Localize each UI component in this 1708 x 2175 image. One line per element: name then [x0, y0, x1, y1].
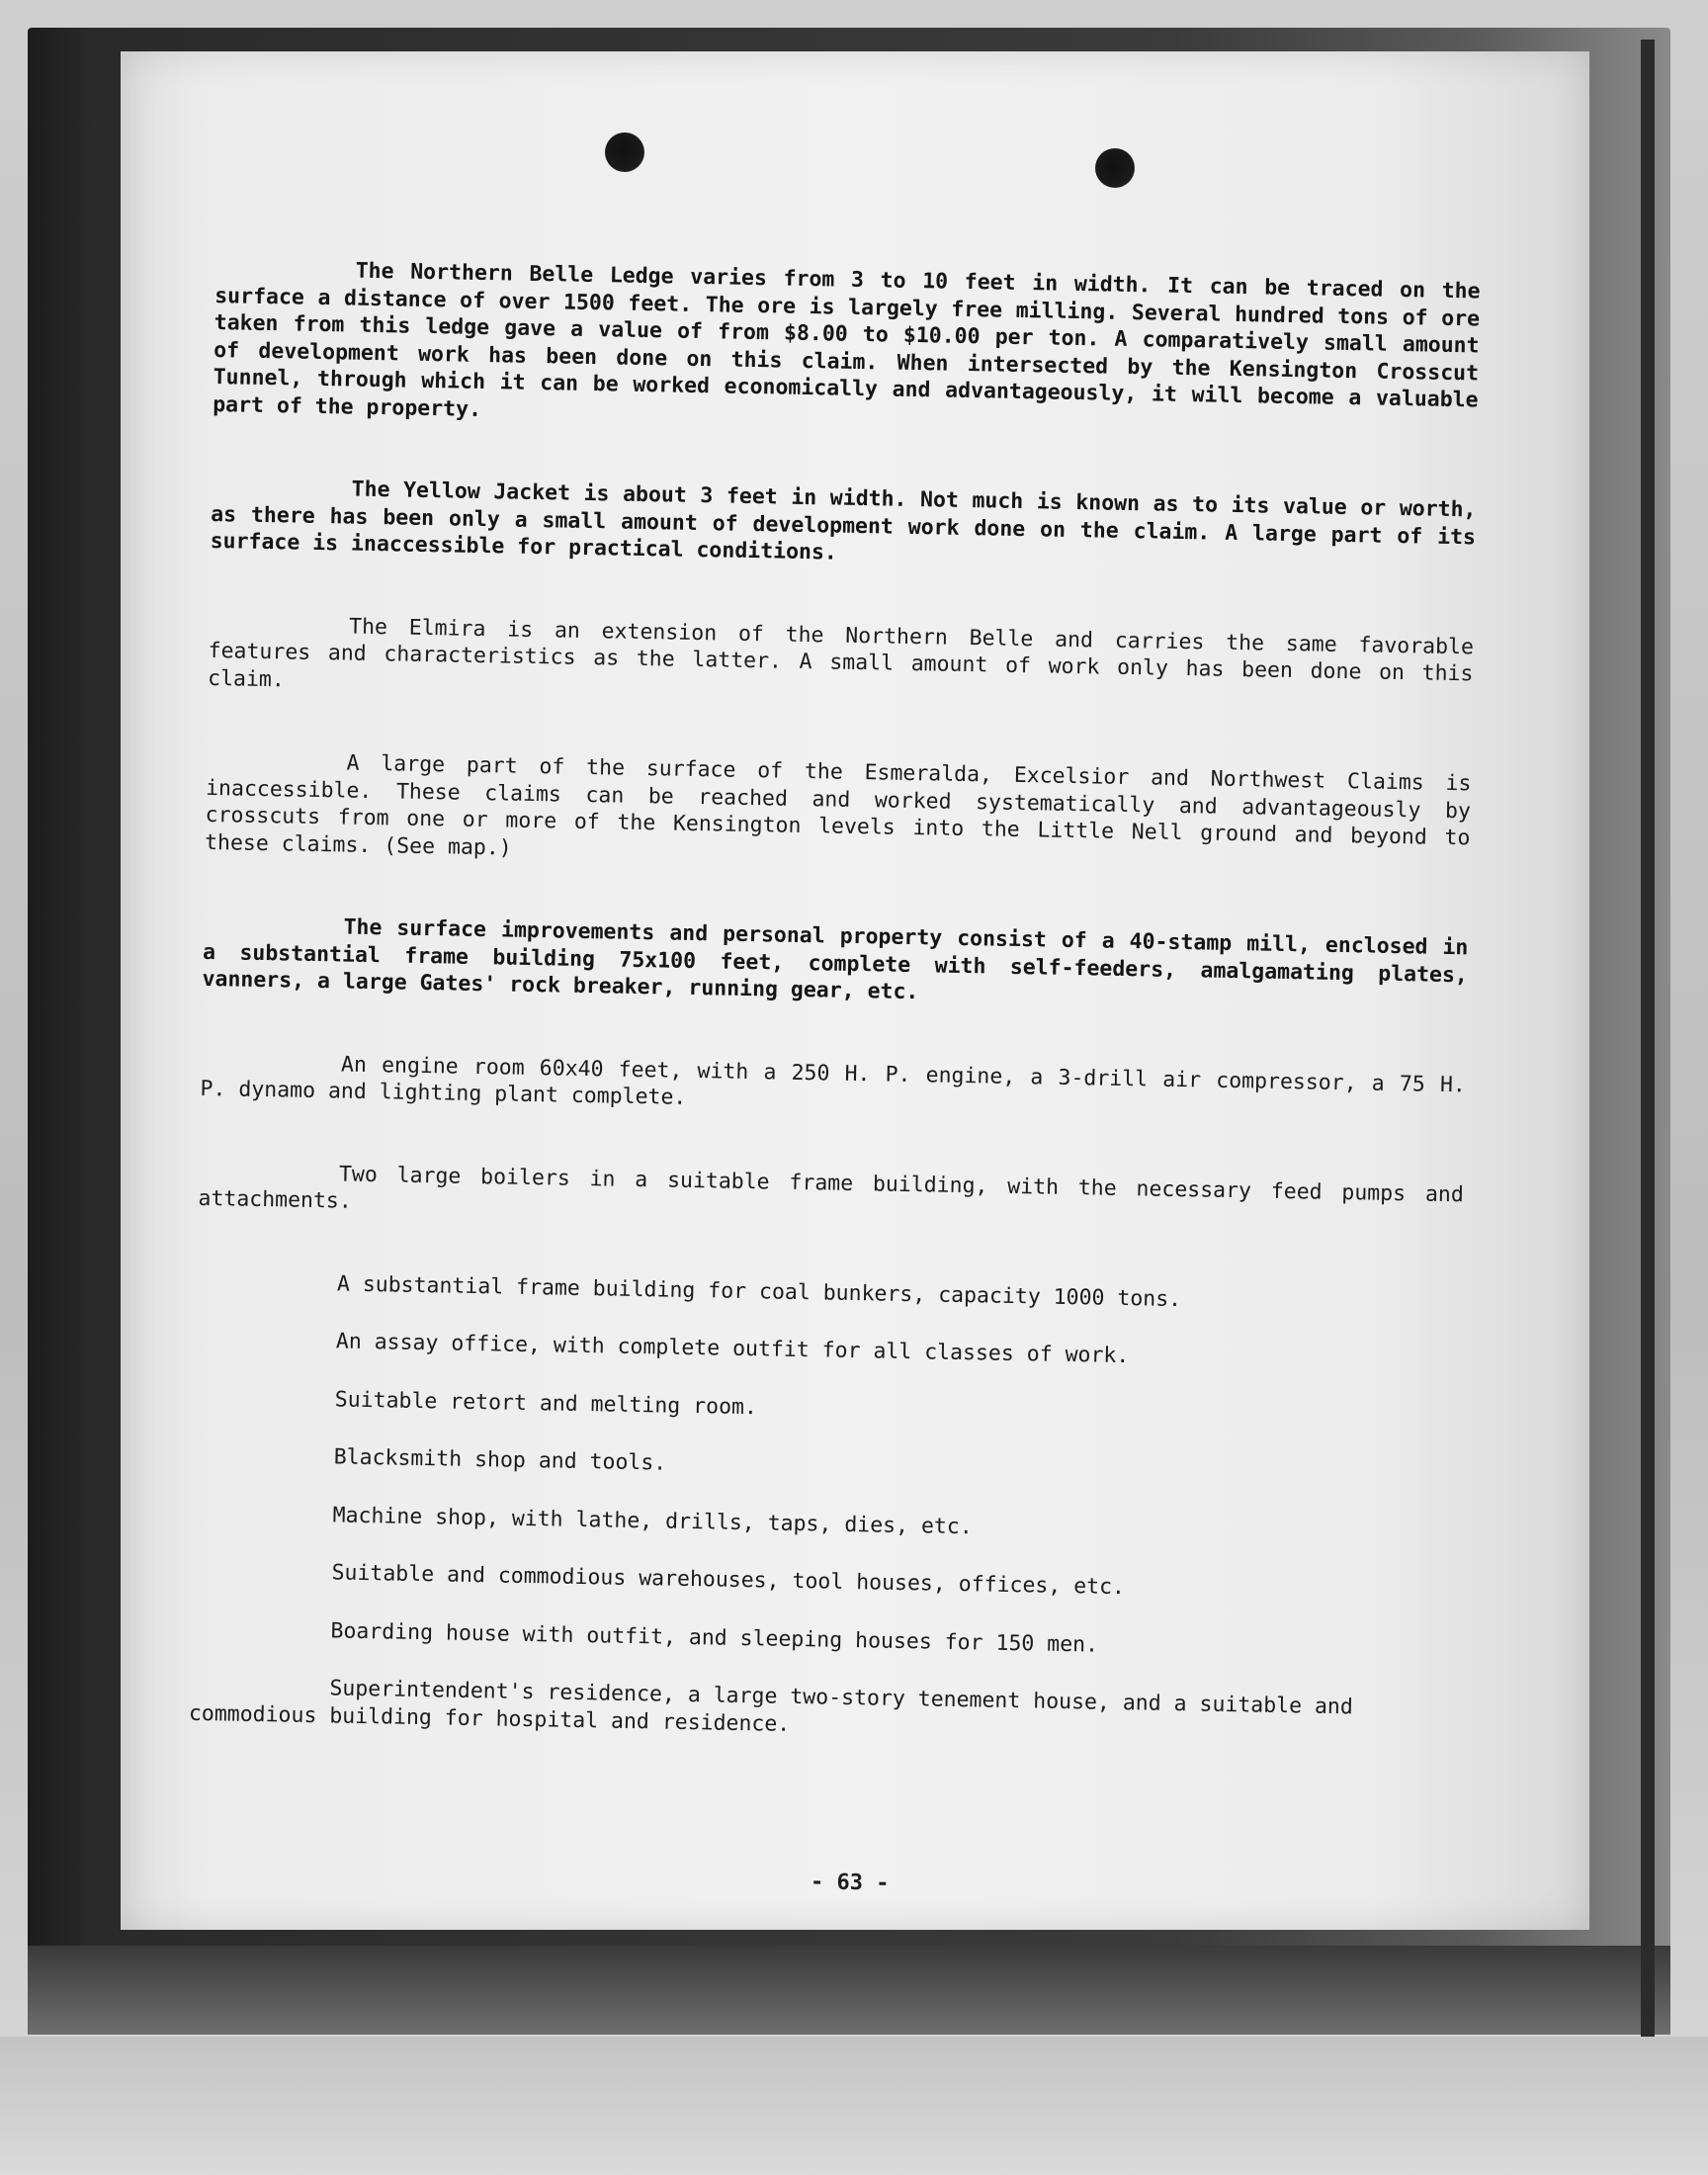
paragraph-yellow-jacket: The Yellow Jacket is about 3 feet in width. Not much is known as to its value or worth, as there has been only a small amount of development work done on the claim. A large part of its surface is inaccessible for practical conditions.: [210, 477, 1477, 566]
scan-right-edge: [1641, 40, 1655, 2135]
punch-hole-left: [605, 132, 644, 172]
paragraph-boilers: Two large boilers in a suitable frame building, with the necessary feed pumps and attachments.: [198, 1161, 1465, 1214]
list-item-machine-shop: Machine shop, with lathe, drills, taps, dies, etc.: [332, 1502, 974, 1539]
list-item-warehouses: Suitable and commodious warehouses, tool houses, offices, etc.: [331, 1560, 1126, 1601]
paragraph-engine-room: An engine room 60x40 feet, with a 250 H. P. engine, a 3-drill air compressor, a 75 H. P. dynamo and lighting plant complete.: [200, 1051, 1467, 1110]
list-item-retort-room: Suitable retort and melting room.: [334, 1386, 758, 1420]
page-number: - 63 -: [810, 1870, 890, 1896]
scan-bottom-band: [0, 2037, 1708, 2175]
list-item-blacksmith-shop: Blacksmith shop and tools.: [333, 1444, 667, 1476]
paragraph-elmira: The Elmira is an extension of the Northern Belle and carries the same favorable features and characteristics as the latter. A small amount of work only has been done on this claim.: [207, 614, 1475, 692]
paragraph-superintendent-residence: Superintendent's residence, a large two-story tenement house, and a suitable and commodious building for hospital and residence.: [188, 1676, 1354, 1737]
list-item-coal-bunkers: A substantial frame building for coal bunkers, capacity 1000 tons.: [336, 1270, 1182, 1312]
list-item-assay-office: An assay office, with complete outfit for all classes of work.: [335, 1329, 1130, 1369]
paragraph-surface-improvements: The surface improvements and personal property consist of a 40-stamp mill, enclosed in a substantial frame building 75x100 feet, complete with self-feeders, amalgamating plates, vanners, a large Gates' rock breaker, running gear, etc.: [202, 914, 1469, 1005]
paragraph-northern-belle: The Northern Belle Ledge varies from 3 to 10 feet in width. It can be traced on the surface a distance of over 1500 feet. The ore is largely free milling. Several hundred tons of ore taken from this ledge gave a value of from $8.00 to $10.00 per ton. A comparatively small amount of development work has been done on this claim. When intersected by the Kensington Crosscut Tunnel, through which it can be worked economically and advantageously, it will become a valuable part of the property.: [213, 258, 1481, 422]
list-item-boarding-house: Boarding house with outfit, and sleeping houses for 150 men.: [330, 1617, 1099, 1658]
document-body: [188, 255, 1481, 1781]
paragraph-esmeralda: A large part of the surface of the Esmeralda, Excelsior and Northwest Claims is inaccessible. These claims can be reached and worked systematically and advantageously by crosscuts from one or more of the Kensington levels into the Little Nell ground and beyond to these claims. (See map.): [204, 750, 1472, 861]
punch-hole-right: [1095, 148, 1135, 188]
